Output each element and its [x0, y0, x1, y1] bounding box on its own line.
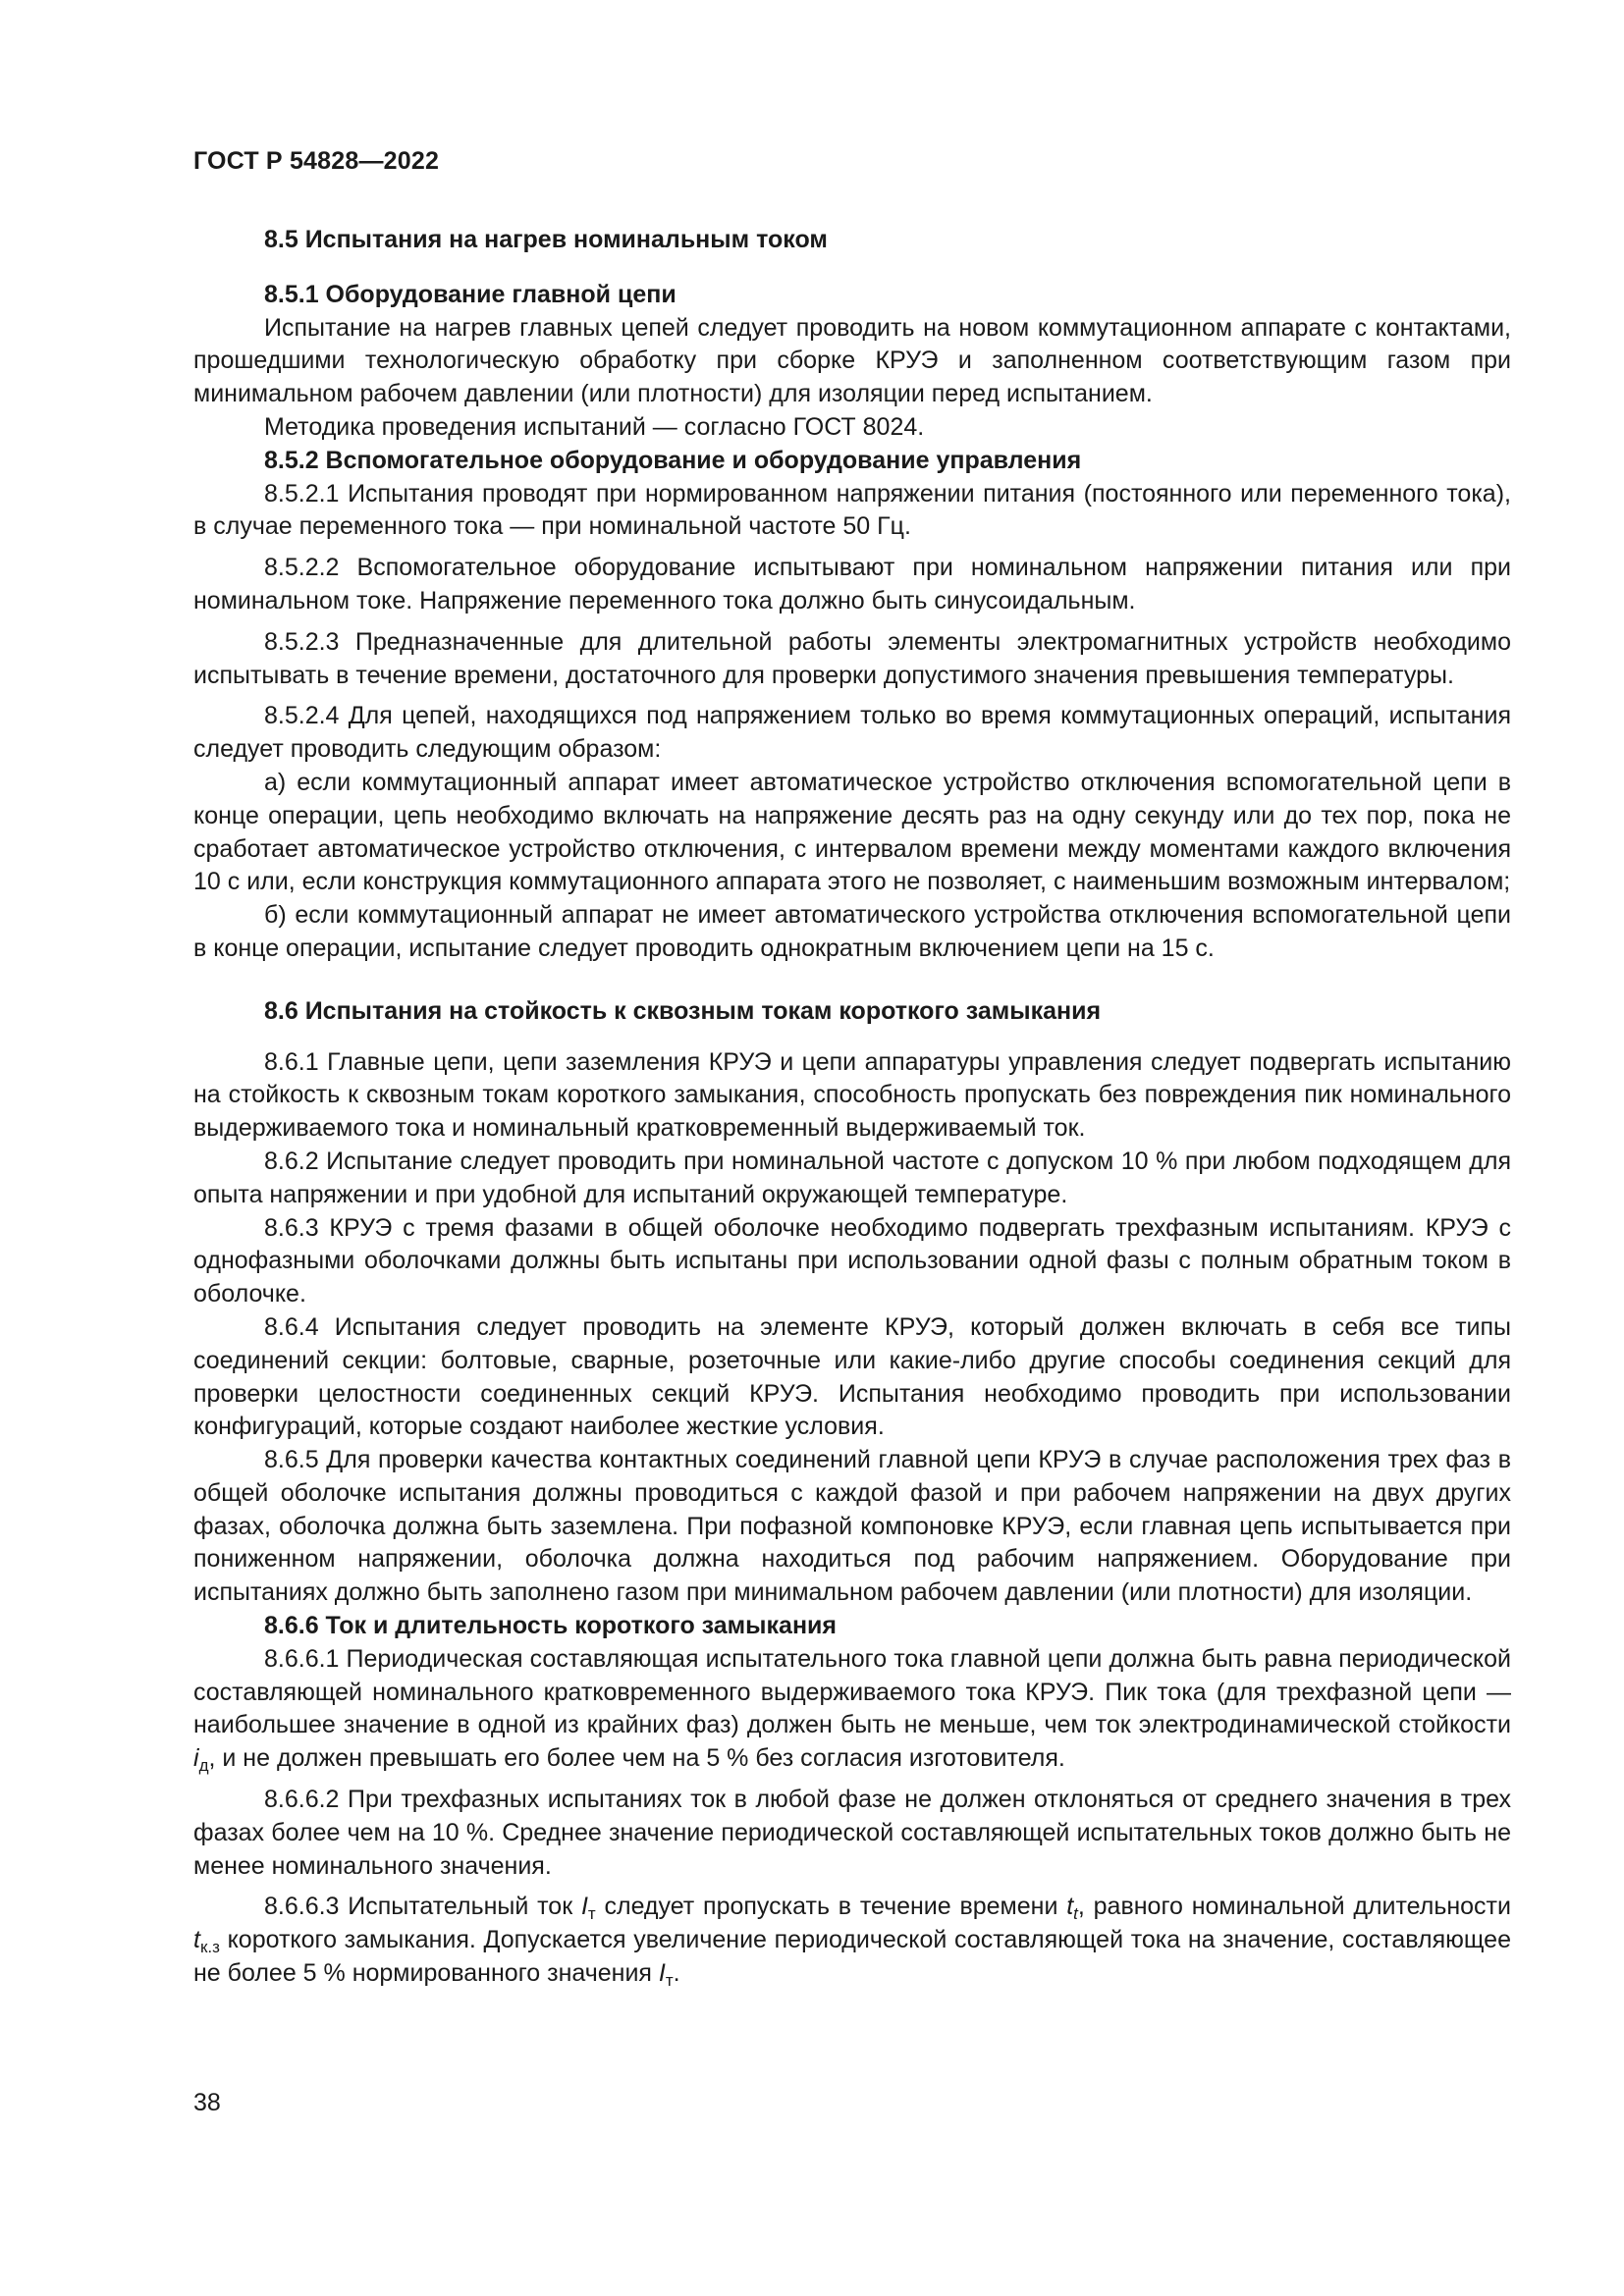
subsection-heading-8-5-1: 8.5.1 Оборудование главной цепи: [264, 280, 677, 308]
page-number: 38: [193, 2089, 221, 2116]
subscript-t-italic: t: [1073, 1904, 1078, 1924]
document-header: ГОСТ Р 54828—2022: [193, 147, 440, 175]
subsection-heading-8-6-6: 8.6.6 Ток и длительность короткого замыкания: [264, 1612, 837, 1640]
section-heading-8-5: 8.5 Испытания на нагрев номинальным током: [264, 226, 828, 253]
paragraph-text: 8.6.6.3 Испытательный ток: [264, 1893, 573, 1921]
paragraph-8-6-4: 8.6.4 Испытания следует проводить на элементе КРУЭ, который должен включать в себя все типы соединений секции: болтовые, сварные, розеточные или какие-либо другие способы соединения секций для проверки целостности соединенных секций КРУЭ. Испытания необходимо проводить при использовании конфигураций, которые создают наиболее жесткие условия.: [193, 1312, 1511, 1441]
document-page: [193, 0, 1511, 2296]
subscript-t-2: т: [665, 1971, 674, 1991]
subsection-heading-8-5-2: 8.5.2 Вспомогательное оборудование и оборудование управления: [264, 446, 1082, 474]
symbol-t-kz: t: [193, 1926, 200, 1954]
paragraph-8-5-2-1: 8.5.2.1 Испытания проводят при нормированном напряжении питания (постоянного или переменного тока), в случае переменного тока — при номинальной частоте 50 Гц.: [193, 479, 1511, 541]
paragraph-8-6-6-1: [193, 1643, 1511, 1776]
paragraph-text: , равного номинальной длительности: [1077, 1893, 1511, 1921]
subscript-t: т: [587, 1904, 596, 1924]
paragraph-8-6-2: 8.6.2 Испытание следует проводить при номинальной частоте с допуском 10 % при любом подходящем для опыта напряжении и при удобной для испытаний окружающей температуре.: [193, 1147, 1511, 1208]
paragraph-end: .: [673, 1959, 680, 1988]
list-item-b: б) если коммутационный аппарат не имеет автоматического устройства отключения вспомогательной цепи в конце операции, испытание следует проводить однократным включением цепи на 15 с.: [193, 901, 1511, 962]
paragraph-text: , и не должен превышать его более чем на 5 % без согласия изготовителя.: [208, 1744, 1065, 1773]
paragraph-8-6-6-2: 8.6.6.2 При трехфазных испытаниях ток в любой фазе не должен отклоняться от среднего значения в трех фазах более чем на 10 %. Среднее значение периодической составляющей испытательных токов должно быть не менее номинального значения.: [193, 1786, 1511, 1880]
section-heading-8-6: 8.6 Испытания на стойкость к сквозным токам короткого замыкания: [264, 996, 1102, 1025]
list-item-a: а) если коммутационный аппарат имеет автоматическое устройство отключения вспомогательной цепи в конце операции, цепь необходимо включать на напряжение десять раз на одну секунду или до тех пор, пока не сработает автоматическое устройство отключения, с интервалом времени между моментами каждого включения 10 с или, если конструкция коммутационного аппарата этого не позволяет, с наименьшим возможным интервалом;: [193, 768, 1511, 896]
symbol-I-t: I: [580, 1893, 588, 1921]
document-body: [193, 224, 1511, 1991]
paragraph-8-5-1-a: Испытание на нагрев главных цепей следует проводить на новом коммутационном аппарате с контактами, прошедшими технологическую обработку при сборке КРУЭ и заполненном соответствующим газом при минимальном рабочем давлении (или плотности) для изоляции перед испытанием.: [193, 313, 1511, 408]
paragraph-text: следует пропускать в течение времени: [604, 1893, 1058, 1921]
paragraph-8-6-5: 8.6.5 Для проверки качества контактных соединений главной цепи КРУЭ в случае расположения трех фаз в общей оболочке испытания должны проводиться с каждой фазой и при рабочем напряжении на двух других фазах, оболочка должна быть заземлена. При пофазной компоновке КРУЭ, если главная цепь испытывается при пониженном напряжении, оболочка должна находиться под рабочим напряжением. Оборудование при испытаниях должно быть заполнено газом при минимальном рабочем давлении (или плотности) для изоляции.: [193, 1446, 1511, 1607]
symbol-I-t-2: I: [658, 1959, 666, 1988]
paragraph-8-6-3: 8.6.3 КРУЭ с тремя фазами в общей оболочке необходимо подвергать трехфазным испытаниям. КРУЭ с однофазными оболочками должны быть испытаны при использовании одной фазы с полным обратным током в оболочке.: [193, 1213, 1511, 1308]
symbol-t-t: t: [1066, 1893, 1074, 1921]
symbol-i-d: i: [193, 1744, 199, 1773]
paragraph-8-6-1: 8.6.1 Главные цепи, цепи заземления КРУЭ и цепи аппаратуры управления следует подвергать испытанию на стойкость к сквозным токам короткого замыкания, способность пропускать без повреждения пик номинального выдерживаемого тока и номинальный кратковременный выдерживаемый ток.: [193, 1047, 1511, 1143]
paragraph-8-5-2-2: 8.5.2.2 Вспомогательное оборудование испытывают при номинальном напряжении питания или при номинальном токе. Напряжение переменного тока должно быть синусоидальным.: [193, 554, 1511, 614]
paragraph-8-5-2-4: 8.5.2.4 Для цепей, находящихся под напряжением только во время коммутационных операций, испытания следует проводить следующим образом:: [193, 702, 1511, 764]
paragraph-8-6-6-3: [193, 1891, 1511, 1990]
paragraph-text: короткого замыкания. Допускается увеличение периодической составляющей тока на значение, составляющее не более 5 % нормированного значения: [193, 1926, 1511, 1988]
subscript-d: д: [198, 1756, 209, 1776]
paragraph-8-5-1-b: Методика проведения испытаний — согласно ГОСТ 8024.: [264, 412, 925, 441]
subscript-kz: к.з: [199, 1938, 220, 1957]
paragraph-8-5-2-3: 8.5.2.3 Предназначенные для длительной работы элементы электромагнитных устройств необходимо испытывать в течение времени, достаточного для проверки допустимого значения превышения температуры.: [193, 627, 1511, 689]
paragraph-text: 8.6.6.1 Периодическая составляющая испытательного тока главной цепи должна быть равна периодической составляющей номинального кратковременного выдерживаемого тока КРУЭ. Пик тока (для трехфазной цепи — наибольшее значение в одной из крайних фаз) должен быть не меньше, чем ток электродинамической стойкости: [193, 1644, 1511, 1739]
